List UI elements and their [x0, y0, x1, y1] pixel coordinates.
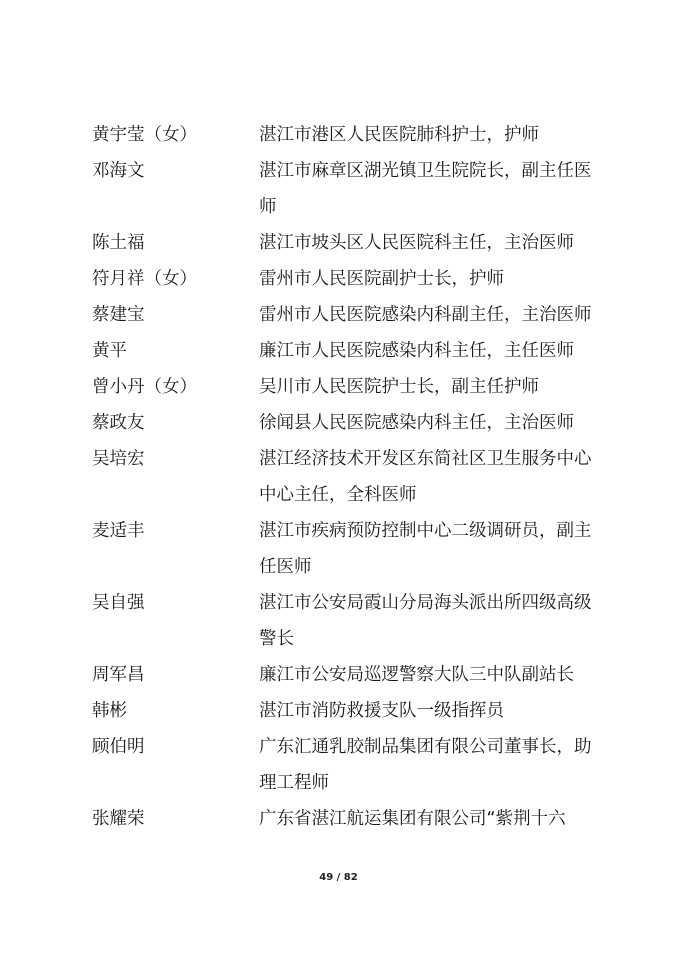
person-name: 周军昌 [92, 665, 145, 685]
list-item [0, 369, 677, 405]
person-name: 黄宇莹（女） [92, 125, 197, 145]
person-description: 廉江市人民医院感染内科主任，主任医师 [259, 341, 574, 361]
person-name: 张耀荣 [92, 809, 145, 829]
person-description: 湛江经济技术开发区东简社区卫生服务中心中心主任，全科医师 [259, 449, 592, 505]
person-description: 吴川市人民医院护士长，副主任护师 [259, 377, 539, 397]
list-item [0, 693, 677, 729]
person-description: 广东汇通乳胶制品集团有限公司董事长，助理工程师 [259, 737, 592, 793]
person-description: 湛江市消防救援支队一级指挥员 [259, 701, 504, 721]
person-name: 韩彬 [92, 701, 127, 721]
list-item [0, 225, 677, 261]
person-description: 湛江市疾病预防控制中心二级调研员，副主任医师 [259, 521, 592, 577]
person-description: 雷州市人民医院副护士长，护师 [259, 269, 504, 289]
person-description: 雷州市人民医院感染内科副主任，主治医师 [259, 305, 592, 325]
list-item [0, 117, 677, 153]
person-name: 符月祥（女） [92, 269, 197, 289]
person-description: 湛江市麻章区湖光镇卫生院院长，副主任医师 [259, 161, 592, 217]
list-item [0, 153, 677, 225]
person-name: 邓海文 [92, 161, 145, 181]
person-description: 湛江市坡头区人民医院科主任，主治医师 [259, 233, 574, 253]
list-item [0, 657, 677, 693]
person-name: 顾伯明 [92, 737, 145, 757]
person-name: 吴培宏 [92, 449, 145, 469]
list-item [0, 801, 677, 837]
list-item [0, 405, 677, 441]
list-item [0, 261, 677, 297]
person-description: 湛江市港区人民医院肺科护士，护师 [259, 125, 539, 145]
list-item [0, 441, 677, 513]
list-item [0, 513, 677, 585]
list-item [0, 333, 677, 369]
person-description: 湛江市公安局霞山分局海头派出所四级高级警长 [259, 593, 592, 649]
list-item [0, 297, 677, 333]
person-name: 蔡政友 [92, 413, 145, 433]
page-number: 49 / 82 [319, 872, 358, 883]
list-item [0, 729, 677, 801]
list-item [0, 585, 677, 657]
person-name: 黄平 [92, 341, 127, 361]
person-name: 蔡建宝 [92, 305, 145, 325]
person-name: 陈土福 [92, 233, 145, 253]
person-name: 麦适丰 [92, 521, 145, 541]
person-name: 吴自强 [92, 593, 145, 613]
person-description: 廉江市公安局巡逻警察大队三中队副站长 [259, 665, 574, 685]
person-description: 广东省湛江航运集团有限公司“紫荆十六 [259, 809, 566, 829]
person-description: 徐闻县人民医院感染内科主任，主治医师 [259, 413, 574, 433]
person-name: 曾小丹（女） [92, 377, 197, 397]
honoree-list [0, 117, 677, 837]
